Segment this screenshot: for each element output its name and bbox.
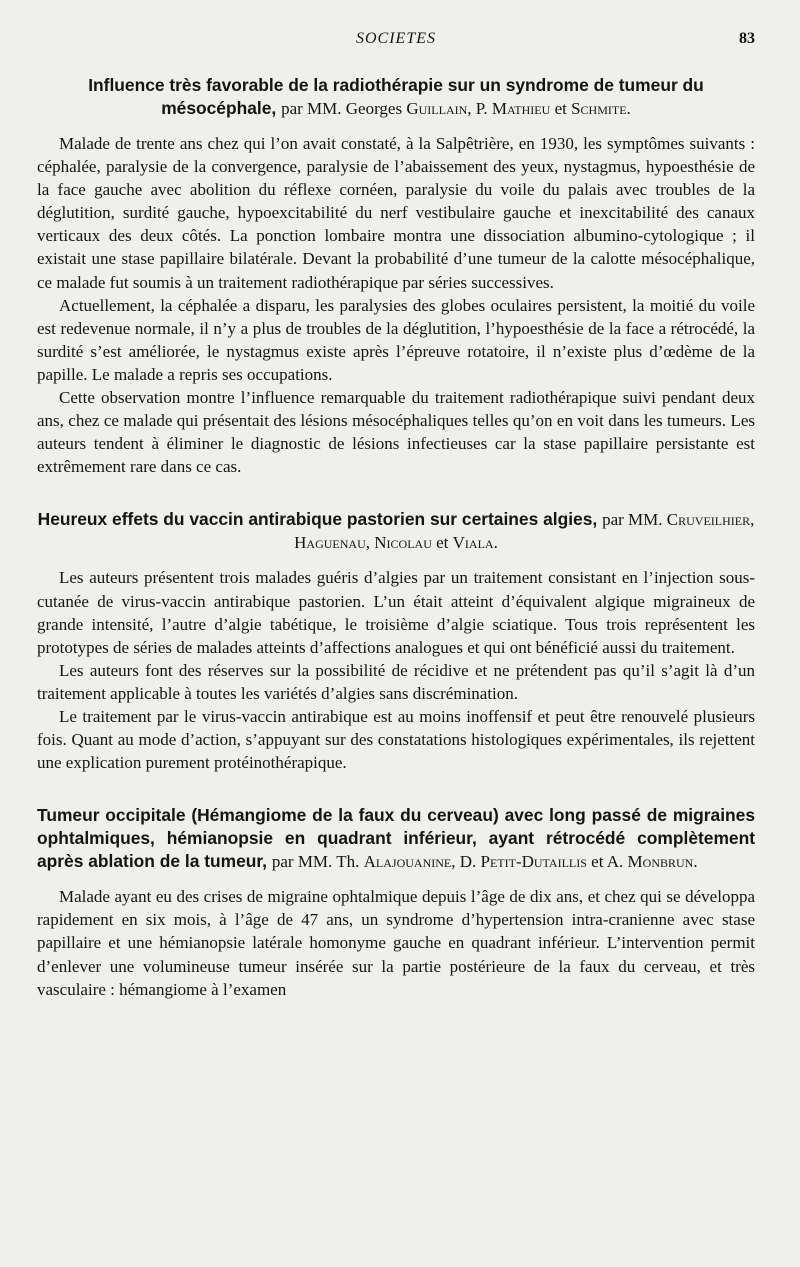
article-heading: [37, 804, 755, 873]
article-paragraph: Malade ayant eu des crises de migraine ophtalmique depuis l’âge de dix ans, et chez qui se développa rapidement en six mois, à l’âge de 47 ans, un syndrome d’hypertension intra-cranienne avec stase papillaire et une hémianopsie latérale homonyme gauche en quadrant inférieur. L’intervention permit d’enlever une volumineuse tumeur insérée sur la partie postérieure de la faux du cerveau, et très vasculaire : hémangiome à l’examen: [37, 887, 755, 999]
article-paragraph: Les auteurs font des réserves sur la possibilité de récidive et ne prétendent pas qu’il s’agit là d’un traitement applicable à toutes les variétés d’algies sans discrémination.: [37, 660, 755, 703]
journal-page: [37, 30, 755, 1001]
article-title: Heureux effets du vaccin antirabique pastorien sur certaines algies,: [37, 509, 598, 530]
article-tumeur-occipitale: [37, 804, 755, 1000]
running-title: SOCIETES: [356, 30, 436, 47]
article-paragraph: Le traitement par le virus-vaccin antirabique est au moins inoffensif et peut être renouvelé plusieurs fois. Quant au mode d’action, s’appuyant sur des constatations histologiques expérimentales, ils rejettent une explication purement protéinothérapique.: [37, 706, 755, 773]
article-vaccin-antirabique: [37, 508, 755, 774]
article-authors: par MM. Th. Alajouanine, D. Petit-Dutaillis et A. Monbrun.: [271, 852, 698, 872]
page-number: 83: [739, 30, 755, 47]
article-title: Influence très favorable de la radiothérapie sur un syndrome de tumeur du mésocéphale,: [88, 75, 704, 118]
article-heading: [37, 508, 755, 554]
article-heading: [37, 74, 755, 120]
article-paragraph: Malade de trente ans chez qui l’on avait constaté, à la Salpêtrière, en 1930, les symptômes suivants : céphalée, paralysie de la convergence, paralysie de l’abaissement des yeux, nystagmus, hypoesthésie de la face gauche avec abolition du réflexe cornéen, paralysie du voile du palais avec troubles de la déglutition, surdité gauche, hypoexcitabilité du nerf vestibulaire gauche et inexcitabilité des canaux verticaux des deux côtés. La ponction lombaire montra une dissociation albumino-cytologique ; il existait une stase papillaire bilatérale. Devant la probabilité d’une tumeur de la calotte mésocéphalique, ce malade fut soumis à un traitement radiothérapique par séries successives.: [37, 134, 755, 292]
article-paragraph: Cette observation montre l’influence remarquable du traitement radiothérapique suivi pendant deux ans, chez ce malade qui présentait des lésions mésocéphaliques telles qu’on en voit dans les tumeurs. Les auteurs tendent à éliminer le diagnostic de lésions infectieuses car la stase papillaire persistante est extrêmement rare dans ce cas.: [37, 388, 755, 477]
article-radiotherapie: [37, 74, 755, 478]
article-authors: par MM. Georges Guillain, P. Mathieu et Schmite.: [281, 99, 631, 118]
article-paragraph: Les auteurs présentent trois malades guéris d’algies par un traitement consistant en l’injection sous-cutanée de virus-vaccin antirabique pastorien. L’un était atteint d’équivalent algique migraineux de grande intensité, l’autre d’algie tabétique, le troisième d’algie sciatique. Tous trois représentent les prototypes de séries de malades atteints d’affections analogues et qui ont bénéficié aussi du traitement.: [37, 568, 755, 657]
article-paragraph: Actuellement, la céphalée a disparu, les paralysies des globes oculaires persistent, la moitié du voile est redevenue normale, il n’y a plus de troubles de la déglutition, l’hypoesthésie de la face a rétrocédé, la surdité s’est améliorée, le nystagmus existe après l’épreuve rotatoire, il n’existe plus d’œdème de la papille. Le malade a repris ses occupations.: [37, 295, 755, 384]
running-head: [37, 30, 755, 56]
article-authors: par MM. Cruveilhier, Haguenau, Nicolau et Viala.: [294, 510, 755, 553]
article-title: Tumeur occipitale (Hémangiome de la faux du cerveau) avec long passé de migraines ophtalmiques, hémianopsie en quadrant inférieur, ayant rétrocédé complètement après ablation de la tumeur,: [37, 805, 755, 872]
